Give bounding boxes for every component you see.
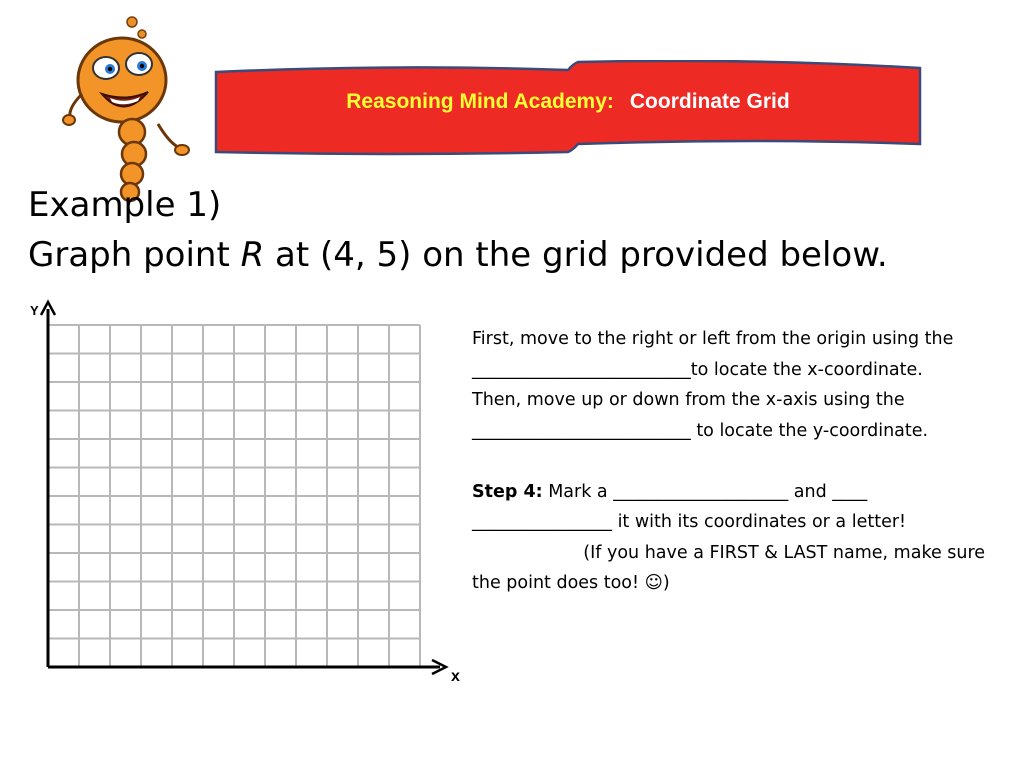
example-heading [28,180,1008,280]
step-4-note-end: ) [662,573,670,593]
instruction-y-text: Then, move up or down from the x-axis using the [472,390,905,410]
instruction-y-end: to locate the y-coordinate. [690,420,929,441]
orange-cartoon-mascot-icon [40,12,210,202]
step-4-text: Mark a [542,481,614,502]
step-4 [472,477,992,599]
example-label: Example 1) [28,185,222,225]
step-4-note: (If you have a FIRST & LAST name, make sure the point does too! [472,542,986,593]
instructions-text [472,324,992,599]
instruction-x [472,324,992,385]
coordinate-grid [28,295,473,690]
x-axis-label: x [451,668,460,685]
step-4-text-2: it with its coordinates or a letter! [612,512,907,532]
step-4-label: Step 4: [472,481,543,502]
example-prompt [28,230,1008,280]
instruction-x-text: First, move to the right or left from the origin using the [472,329,954,349]
step-gap [472,543,583,563]
y-blank: _________________________ [472,420,691,441]
axes [41,302,446,674]
banner-title: Coordinate Grid [629,90,790,113]
banner-prefix: Reasoning Mind Academy: [346,90,614,113]
title-banner [213,60,923,156]
instruction-x-end: to locate the x-coordinate. [690,359,923,380]
step-blank-3: ________________ [472,512,612,532]
step-and: and [788,481,833,502]
y-axis-label: Y [30,303,39,318]
prompt-text-before: Graph point [28,235,241,275]
smiley-icon: ☺ [644,573,663,593]
point-name: R [240,235,265,275]
instruction-y [472,385,992,446]
prompt-text-after: at (4, 5) on the grid provided below. [264,235,888,275]
step-blank-1: ____________________ [613,481,789,502]
x-blank: _________________________ [472,359,691,380]
step-blank-2: ____ [832,481,868,502]
grid-lines [48,325,420,667]
